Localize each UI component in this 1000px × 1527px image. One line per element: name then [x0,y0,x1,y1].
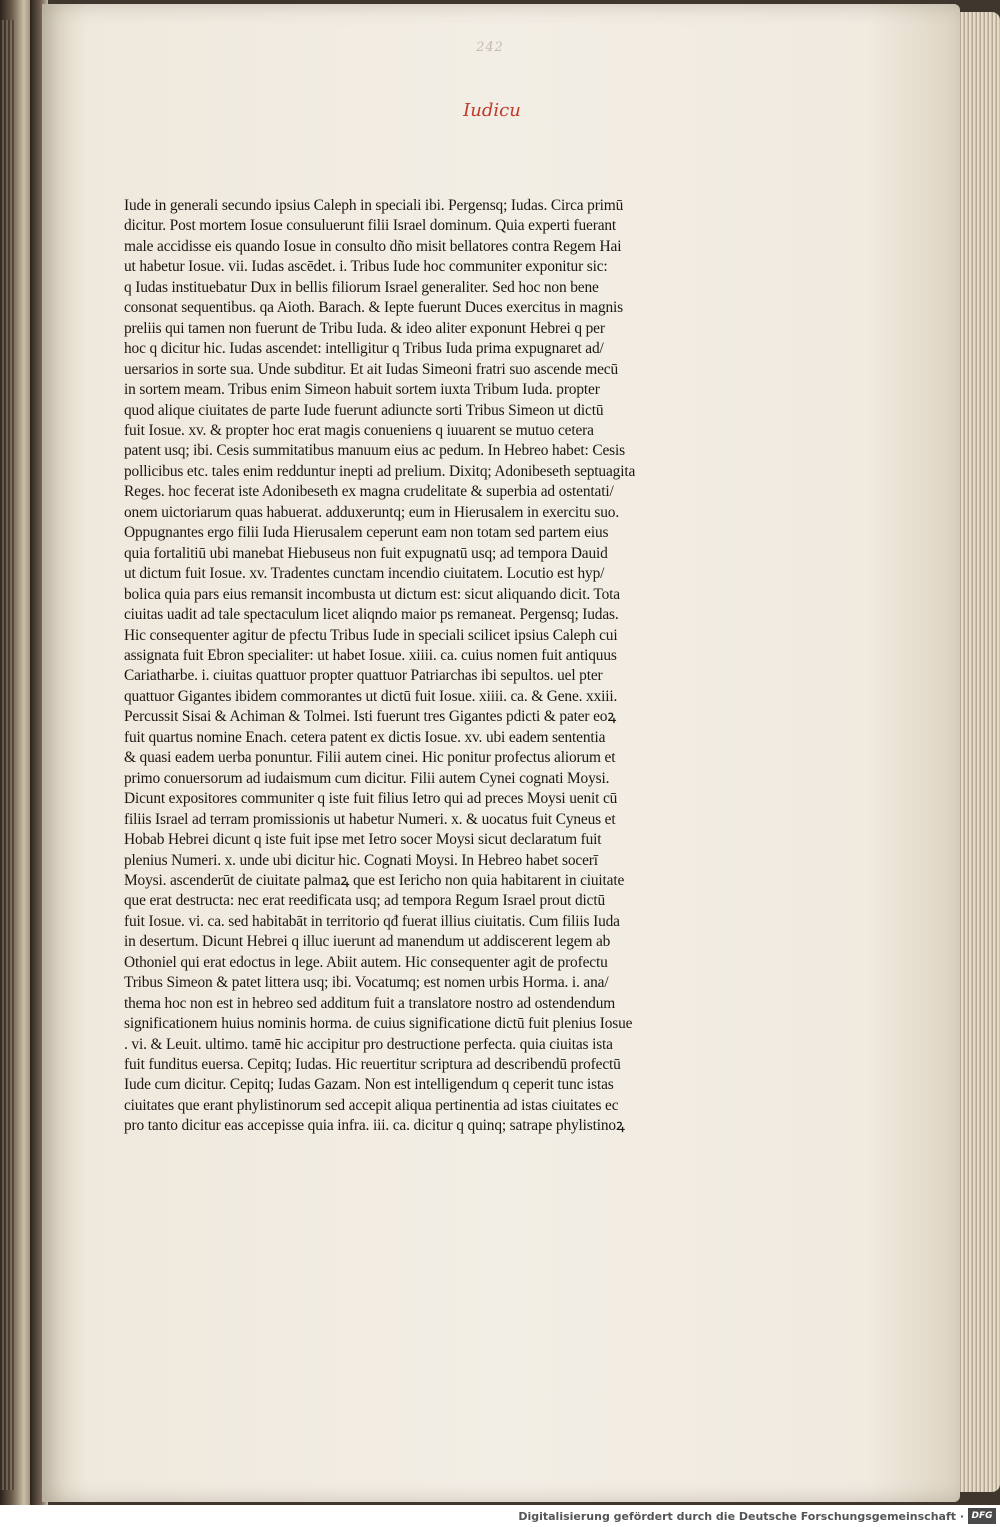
text-line: Dicunt expositores communiter q iste fuit filius Ietro qui ad preces Moysi uenit cū [124,790,618,808]
text-line: hoc q dicitur hic. Iudas ascendet: intelligitur q Tribus Iuda prima expugnaret ad/ [124,340,604,358]
text-line: filiis Israel ad terram promissionis ut habetur Numeri. x. & uocatus fuit Cyneus et [124,810,616,828]
text-line: uersarios in sorte sua. Unde subditur. Et ait Iudas Simeoni fratri suo ascende mecū [124,360,619,378]
text-line: & quasi eadem uerba ponuntur. Filii autem cinei. Hic ponitur profectus aliorum et [124,749,616,767]
right-page-stack [960,12,1000,1492]
text-line: ciuitas uadit ad tale spectaculum licet aliqndo maior ps remaneat. Pergensq; Iudas. [124,606,619,624]
text-line: Reges. hoc fecerat iste Adonibeseth ex magna crudelitate & superbia ad ostentati/ [124,483,614,501]
text-line: primo conuersorum ad iudaismum cum dicitur. Filii autem Cynei cognati Moysi. [124,769,610,787]
text-line: Percussit Sisai & Achiman & Tolmei. Isti fuerunt tres Gigantes pdicti & pater eoꝝ [124,708,617,726]
text-line: assignata fuit Ebron specialiter: ut habet Iosue. xiiii. ca. cuius nomen fuit antiquus [124,646,617,664]
text-line: consonat sequentibus. qa Aioth. Barach. & Iepte fuerunt Duces exercitus in magnis [124,299,624,317]
text-line: Oppugnantes ergo filii Iuda Hierusalem ceperunt eam non totam sed partem eius [124,524,609,542]
book-page [42,4,960,1502]
running-header: Iudicu [463,100,521,121]
text-line: quod alique ciuitates de parte Iude fuerunt adiuncte sorti Tribus Simeon ut dictū [124,401,604,419]
text-line: fuit quartus nomine Enach. cetera patent ex dictis Iosue. xv. ubi eadem sententia [124,728,606,746]
text-line: que erat destructa: nec erat reedificata usq; ad tempora Regum Israel prout dictū [124,892,605,910]
text-line: . vi. & Leuit. ultimo. tamē hic accipitur pro destructione perfecta. quia ciuitas ista [124,1035,613,1053]
text-line: pro tanto dicitur eas accepisse quia infra. iii. ca. dicitur q quinq; satrape phylistinoꝝ [124,1117,625,1135]
text-line: thema hoc non est in hebreo sed additum fuit a translatore nostro ad ostendendum [124,994,616,1012]
text-line: Hic consequenter agitur de pfectu Tribus Iude in speciali scilicet ipsius Caleph cui [124,626,618,644]
left-page-stack [0,20,16,1490]
text-line: ut dictum fuit Iosue. xv. Tradentes cunctam incendio ciuitatem. Locutio est hyp/ [124,565,605,583]
text-line: Tribus Simeon & patet littera usq; ibi. Vocatumq; est nomen urbis Horma. i. ana/ [124,974,609,992]
text-line: patent usq; ibi. Cesis summitatibus manuum eius ac pedum. In Hebreo habet: Cesis [124,442,625,460]
text-line: ciuitates que erant phylistinorum sed accepit aliqua pertinentia ad istas ciuitates ec [124,1096,619,1114]
text-line: plenius Numeri. x. unde ubi dicitur hic. Cognati Moysi. In Hebreo habet socerī [124,851,598,869]
text-line: Moysi. ascenderūt de ciuitate palmaꝝ que est Iericho non quia habitarent in ciuitate [124,871,625,889]
dfg-logo: DFG [968,1508,996,1524]
text-line: Iude in generali secundo ipsius Caleph in speciali ibi. Pergensq; Iudas. Circa primū [124,197,624,214]
text-line: quattuor Gigantes ibidem commorantes ut dictū fuit Iosue. xiiii. ca. & Gene. xxiii. [124,687,618,705]
text-line: ut habetur Iosue. vii. Iudas ascēdet. i. Tribus Iude hoc communiter exponitur sic: [124,258,608,276]
text-line: pollicibus etc. tales enim redduntur inepti ad prelium. Dixitq; Adonibeseth septuagita [124,462,636,480]
text-line: fuit Iosue. xv. & propter hoc erat magis conueniens q iuuarent se mutuo cetera [124,421,594,439]
text-line: in sortem meam. Tribus enim Simeon habuit sortem iuxta Tribum Iuda. propter [124,381,600,399]
funding-notice: Digitalisierung gefördert durch die Deutsche Forschungsgemeinschaft · [518,1510,964,1523]
text-column [124,196,764,1137]
text-line: q Iudas instituebatur Dux in bellis filiorum Israel generaliter. Sed hoc non bene [124,278,599,296]
text-line: Hobab Hebrei dicunt q iste fuit ipse met Ietro socer Moysi sicut declaratum fuit [124,831,602,849]
text-line: significationem huius nominis horma. de cuius significatione dictū fuit plenius Iosue [124,1015,633,1033]
text-line: dicitur. Post mortem Iosue consuluerunt filii Israel dominum. Quia experti fuerant [124,217,617,235]
text-line: bolica quia pars eius remansit incombusta ut dictum est: sicut aliquando dicit. Tota [124,585,620,603]
text-line: in desertum. Dicunt Hebrei q illuc iuerunt ad manendum ut addiscerent legem ab [124,933,611,951]
text-line: male accidisse eis quando Iosue in consulto dño misit bellatores contra Regem Hai [124,237,622,255]
text-line: Cariatharbe. i. ciuitas quattuor propter quattuor Patriarchas ibi sepultos. uel pter [124,667,603,685]
folio-number: 242 [476,40,504,55]
text-line: quia fortalitiū ubi manebat Hiebuseus non fuit expugnatū usq; ad tempora Dauid [124,544,608,562]
text-line: preliis qui tamen non fuerunt de Tribu Iuda. & ideo aliter exponunt Hebrei q per [124,319,605,337]
text-line: Iude cum dicitur. Cepitq; Iudas Gazam. Non est intelligendum q ceperit tunc istas [124,1076,614,1094]
text-line: fuit Iosue. vi. ca. sed habitabāt in territorio qđ fuerat illius ciuitatis. Cum filiis Iuda [124,912,620,930]
footer-bar [0,1505,1000,1527]
text-line: Othoniel qui erat edoctus in lege. Abiit autem. Hic consequenter agit de profectu [124,953,608,971]
text-line: onem uictoriarum quas habuerat. adduxeruntq; eum in Hierusalem in exercitu suo. [124,503,620,521]
text-line: fuit funditus euersa. Cepitq; Iudas. Hic reuertitur scriptura ad describendū profectū [124,1056,621,1074]
